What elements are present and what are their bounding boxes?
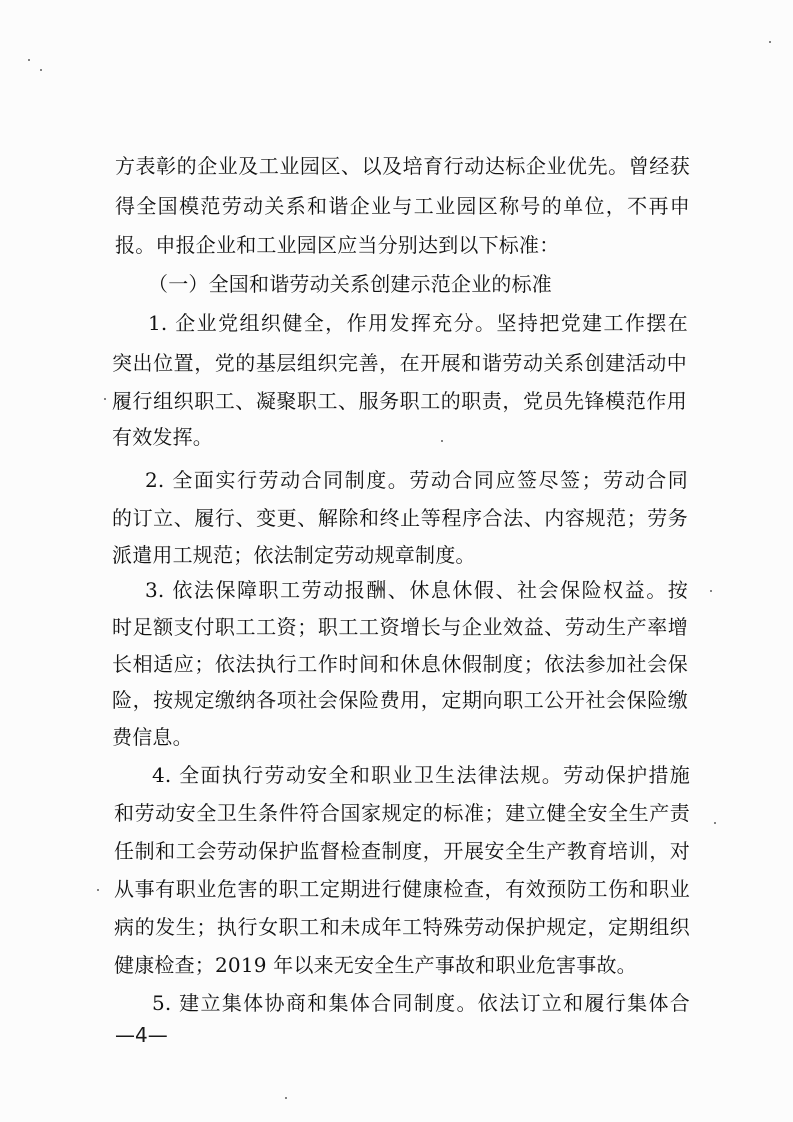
section-heading: （一）全国和谐劳动关系创建示范企业的标准	[148, 272, 552, 296]
body-line: 健康检查；2019 年以来无安全生产事故和职业危害事故。	[114, 953, 637, 977]
body-line: 时足额支付职工工资；职工工资增长与企业效益、劳动生产率增	[112, 615, 688, 639]
body-line: 派遣用工规范；依法制定劳动规章制度。	[112, 543, 476, 567]
body-line: 病的发生；执行女职工和未成年工特殊劳动保护规定，定期组织	[114, 915, 690, 939]
body-line: 报。申报企业和工业园区应当分别达到以下标准：	[115, 233, 560, 257]
body-line: 长相适应；依法执行工作时间和休息休假制度；依法参加社会保	[112, 652, 688, 676]
body-line: 险，按规定缴纳各项社会保险费用，定期向职工公开社会保险缴	[112, 688, 688, 712]
body-line: 费信息。	[112, 725, 193, 749]
body-line: 有效发挥。	[112, 425, 213, 449]
body-line: 得全国模范劳动关系和谐企业与工业园区称号的单位，不再申	[115, 194, 690, 218]
body-line: 从事有职业危害的职工定期进行健康检查，有效预防工伤和职业	[114, 877, 690, 901]
scan-speck	[97, 889, 99, 891]
numbered-item-start: 4. 全面执行劳动安全和职业卫生法律法规。劳动保护措施	[152, 763, 690, 787]
body-line: 和劳动安全卫生条件符合国家规定的标准；建立健全安全生产责	[114, 801, 690, 825]
body-line: 任制和工会劳动保护监督检查制度，开展安全生产教育培训，对	[114, 839, 690, 863]
numbered-item-start: 3. 依法保障职工劳动报酬、休息休假、社会保险权益。按	[145, 578, 688, 602]
body-line: 的订立、履行、变更、解除和终止等程序合法、内容规范；劳务	[112, 506, 688, 530]
scan-speck	[104, 398, 106, 400]
body-line: 方表彰的企业及工业园区、以及培育行动达标企业优先。曾经获	[115, 154, 690, 178]
numbered-item-start: 5. 建立集体协商和集体合同制度。依法订立和履行集体合	[152, 991, 690, 1015]
scan-speck	[710, 590, 712, 592]
numbered-item-start: 2. 全面实行劳动合同制度。劳动合同应签尽签；劳动合同	[145, 468, 688, 492]
scan-speck	[285, 1097, 287, 1099]
scan-speck	[441, 440, 443, 442]
scan-speck	[714, 822, 716, 824]
scan-speck	[769, 41, 771, 43]
body-line: 突出位置，党的基层组织完善，在开展和谐劳动关系创建活动中	[112, 351, 687, 375]
page-number: —4—	[115, 1023, 168, 1047]
body-line: 履行组织职工、凝聚职工、服务职工的职责，党员先锋模范作用	[112, 389, 687, 413]
scan-speck	[40, 69, 42, 71]
scan-speck	[28, 59, 30, 61]
numbered-item-start: 1. 企业党组织健全，作用发挥充分。坚持把党建工作摆在	[148, 311, 688, 335]
